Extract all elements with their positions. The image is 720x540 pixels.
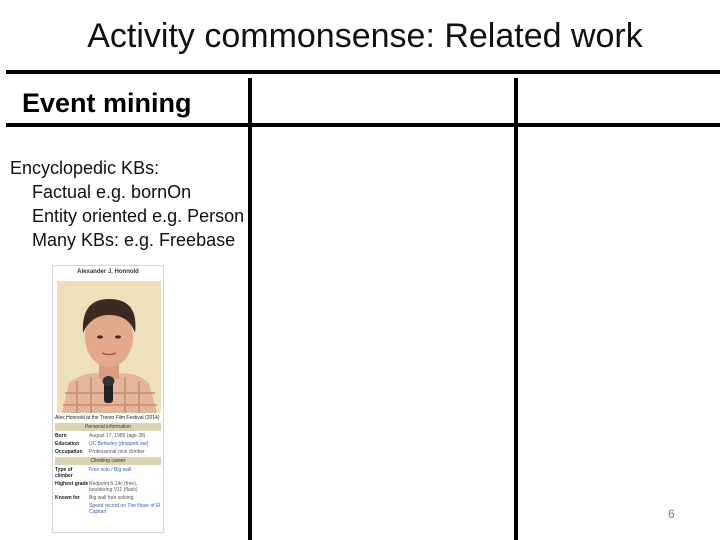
portrait-illustration bbox=[57, 281, 161, 413]
column-divider-2 bbox=[514, 78, 518, 540]
body-line-entity: Entity oriented e.g. Person bbox=[32, 206, 245, 226]
infobox-value: Big wall free soloing bbox=[89, 495, 134, 501]
infobox-row-grade bbox=[55, 481, 161, 493]
infobox-value: August 17, 1985 (age 28) bbox=[89, 433, 146, 439]
infobox-key: Known for bbox=[55, 495, 80, 501]
infobox-row-occupation bbox=[55, 449, 161, 455]
infobox-row-born bbox=[55, 433, 161, 439]
infobox-key-empty bbox=[55, 503, 89, 515]
column-body bbox=[10, 156, 244, 252]
infobox-name: Alexander J. Honnold bbox=[77, 269, 139, 275]
column-heading-event-mining: Event mining bbox=[22, 88, 192, 118]
infobox-key: Occupation bbox=[55, 449, 83, 455]
body-line-many-kbs: Many KBs: e.g. Freebase bbox=[32, 230, 236, 250]
infobox-key: Born bbox=[55, 433, 67, 439]
column-divider-1 bbox=[248, 78, 252, 540]
infobox-section-personal: Personal information bbox=[55, 423, 161, 431]
infobox-value: Redpoint 5.14c (free), bouldering V11 (flash) bbox=[89, 481, 138, 493]
infobox-value-link[interactable]: UC Berkeley (dropped out) bbox=[89, 441, 149, 447]
infobox-key: Education bbox=[55, 441, 80, 447]
infobox-row-education bbox=[55, 441, 161, 447]
infobox-value-link[interactable]: Speed record on The Nose of El Capitan bbox=[89, 503, 161, 515]
table-top-border bbox=[6, 70, 720, 74]
header-row-border bbox=[6, 123, 720, 127]
infobox-key: Highest grade bbox=[55, 481, 89, 487]
infobox-row-known bbox=[55, 495, 161, 501]
infobox-value: Professional rock climber bbox=[89, 449, 145, 455]
infobox-caption: Alex Honnold at the Trento Film Festival (2014) bbox=[55, 415, 160, 421]
portrait-photo bbox=[57, 281, 161, 413]
infobox-section-climbing: Climbing career bbox=[55, 457, 161, 465]
infobox-row-type bbox=[55, 467, 161, 479]
infobox-row-extra bbox=[55, 503, 161, 515]
slide-title: Activity commonsense: Related work bbox=[87, 17, 643, 55]
wikipedia-infobox-image bbox=[52, 265, 164, 533]
infobox-key: Type of climber bbox=[55, 467, 73, 479]
body-line-encyclopedic: Encyclopedic KBs: bbox=[10, 158, 160, 178]
body-line-factual: Factual e.g. bornOn bbox=[32, 182, 192, 202]
infobox-value-link[interactable]: Free solo / Big wall bbox=[89, 467, 132, 473]
slide-number: 6 bbox=[668, 507, 675, 521]
